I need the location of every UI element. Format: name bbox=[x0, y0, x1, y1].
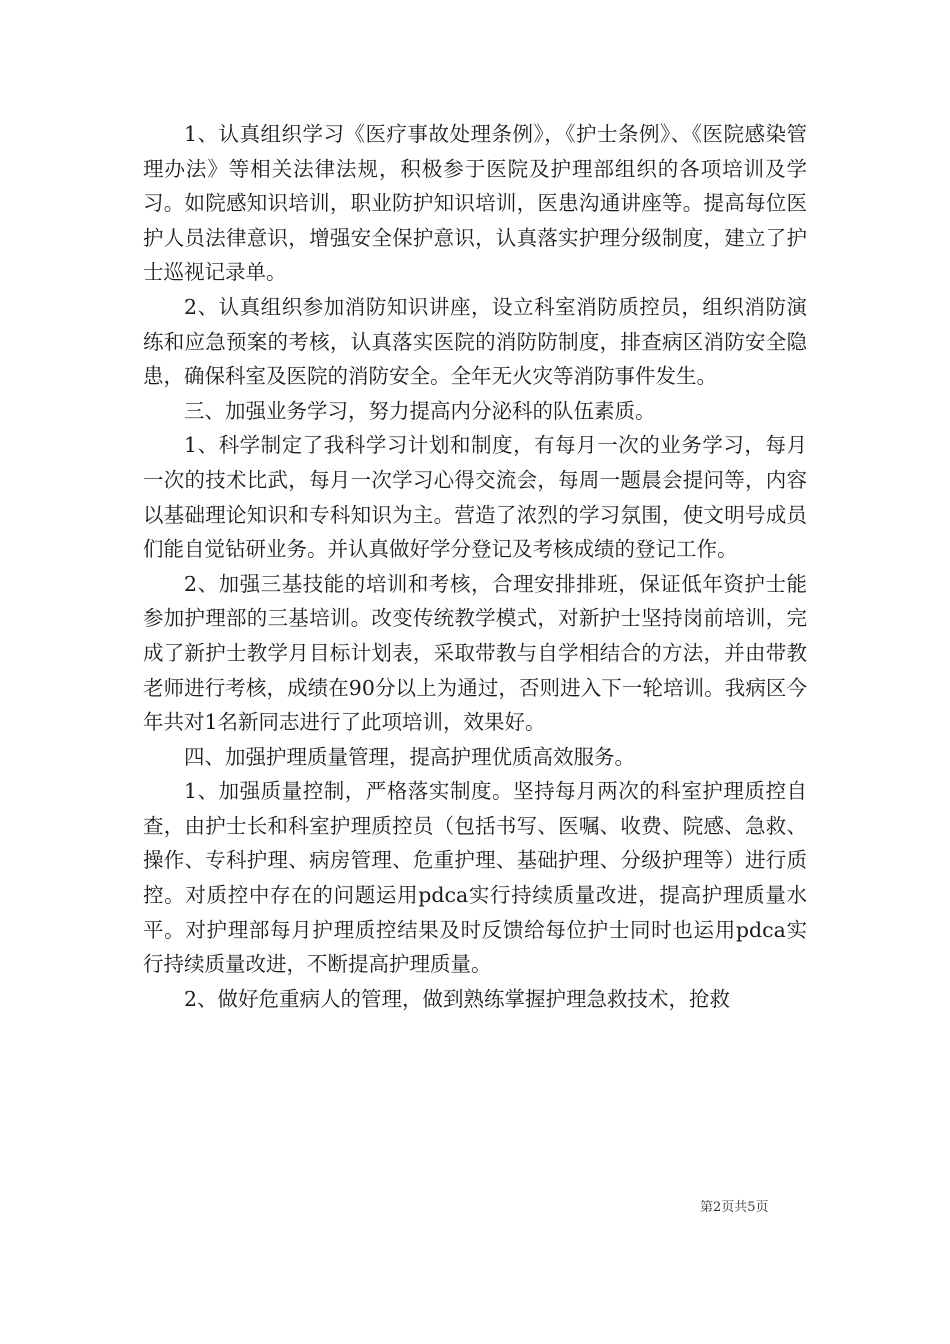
paragraph-legal-training: 1、认真组织学习《医疗事故处理条例》，《护士条例》、《医院感染管理办法》等相关法律法规，积极参于医院及护理部组织的各项培训及学习。如院感知识培训，职业防护知识培训，医患沟通讲座等。提高每位医护人员法律意识，增强安全保护意识，认真落实护理分级制度，建立了护士巡视记录单。 bbox=[143, 122, 807, 285]
paragraph-quality-control: 1、加强质量控制，严格落实制度。坚持每月两次的科室护理质控自查，由护士长和科室护理质控员（包括书写、医嘱、收费、院感、急救、操作、专科护理、病房管理、危重护理、基础护理、分级护理等）进行质控。对质控中存在的问题运用pdca实行持续质量改进，提高护理质量水平。对护理部每月护理质控结果及时反馈给每位护士同时也运用pdca实行持续质量改进，不断提高护理质量。 bbox=[143, 779, 807, 977]
paragraph-critical-patients: 2、做好危重病人的管理，做到熟练掌握护理急救技术，抢救 bbox=[184, 986, 731, 1011]
document-body bbox=[143, 117, 807, 1016]
paragraph-basic-skills: 2、加强三基技能的培训和考核，合理安排排班，保证低年资护士能参加护理部的三基培训。改变传统教学模式，对新护士坚持岗前培训，完成了新护士教学月目标计划表，采取带教与自学相结合的方法，并由带教老师进行考核，成绩在90分以上为通过，否则进入下一轮培训。我病区今年共对1名新同志进行了此项培训，效果好。 bbox=[143, 571, 807, 735]
section-heading-quality: 四、加强护理质量管理，提高护理优质高效服务。 bbox=[184, 744, 635, 769]
paragraph-fire-safety: 2、认真组织参加消防知识讲座，设立科室消防质控员，组织消防演练和应急预案的考核，认真落实医院的消防防制度，排查病区消防安全隐患，确保科室及医院的消防安全。全年无火灾等消防事件发生。 bbox=[143, 294, 807, 389]
page-number: 第2页共5页 bbox=[700, 1200, 769, 1215]
section-heading-study: 三、加强业务学习，努力提高内分泌科的队伍素质。 bbox=[184, 398, 656, 423]
paragraph-study-plan: 1、科学制定了我科学习计划和制度，有每月一次的业务学习，每月一次的技术比武，每月一次学习心得交流会，每周一题晨会提问等，内容以基础理论知识和专科知识为主。营造了浓烈的学习氛围，使文明号成员们能自觉钻研业务。并认真做好学分登记及考核成绩的登记工作。 bbox=[143, 433, 807, 562]
